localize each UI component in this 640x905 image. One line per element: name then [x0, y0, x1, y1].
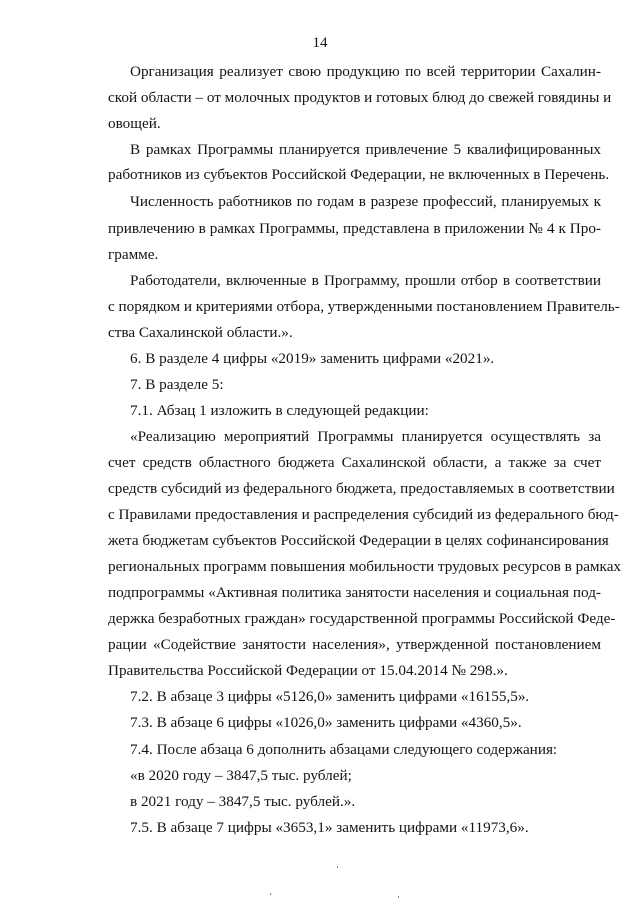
text-line: Организация реализует свою продукцию по всей территории Сахалин- [130, 63, 601, 80]
text-line: 7.5. В абзаце 7 цифры «3653,1» заменить цифрами «11973,6». [130, 819, 529, 836]
text-line: ской области – от молочных продуктов и готовых блюд до свежей говядины и [108, 89, 612, 106]
text-line: счет средств областного бюджета Сахалинской области, а также за счет [108, 454, 601, 471]
text-line: «Реализацию мероприятий Программы планируется осуществлять за [130, 428, 601, 445]
text-line: «в 2020 году – 3847,5 тыс. рублей; [130, 767, 352, 784]
text-line: средств субсидий из федерального бюджета, предоставляемых в соответствии [108, 480, 615, 497]
text-line: подпрограммы «Активная политика занятости населения и социальная под- [108, 584, 601, 601]
text-line: жета бюджетам субъектов Российской Федерации в целях софинансирования [108, 532, 609, 549]
scan-speck [337, 866, 338, 868]
text-line: 7.3. В абзаце 6 цифры «1026,0» заменить цифрами «4360,5». [130, 714, 522, 731]
text-line: рации «Содействие занятости населения», утвержденной постановлением [108, 636, 601, 653]
text-line: работников из субъектов Российской Федерации, не включенных в Перечень. [108, 166, 610, 183]
text-line: В рамках Программы планируется привлечение 5 квалифицированных [130, 141, 601, 158]
text-line: привлечению в рамках Программы, представлена в приложении № 4 к Про- [108, 220, 601, 237]
text-line: 7. В разделе 5: [130, 376, 224, 393]
page-number: 14 [312, 35, 328, 51]
text-line: Правительства Российской Федерации от 15.04.2014 № 298.». [108, 662, 508, 679]
text-line: с Правилами предоставления и распределения субсидий из федерального бюд- [108, 506, 619, 523]
scan-speck [270, 893, 271, 895]
text-line: 7.4. После абзаца 6 дополнить абзацами следующего содержания: [130, 741, 558, 758]
text-line: региональных программ повышения мобильности трудовых ресурсов в рамках [108, 558, 622, 575]
text-line: с порядком и критериями отбора, утвержденными постановлением Правитель- [108, 298, 620, 315]
scan-speck [398, 896, 399, 898]
text-line: грамме. [108, 246, 159, 263]
text-line: держка безработных граждан» государственной программы Российской Феде- [108, 610, 616, 627]
text-line: 7.1. Абзац 1 изложить в следующей редакции: [130, 402, 429, 419]
text-line: в 2021 году – 3847,5 тыс. рублей.». [130, 793, 356, 810]
text-line: овощей. [108, 115, 161, 132]
text-line: ства Сахалинской области.». [108, 324, 293, 341]
text-line: Численность работников по годам в разрезе профессий, планируемых к [130, 193, 601, 210]
text-line: Работодатели, включенные в Программу, прошли отбор в соответствии [130, 272, 601, 289]
text-line: 6. В разделе 4 цифры «2019» заменить цифрами «2021». [130, 350, 495, 367]
text-line: 7.2. В абзаце 3 цифры «5126,0» заменить цифрами «16155,5». [130, 688, 530, 705]
